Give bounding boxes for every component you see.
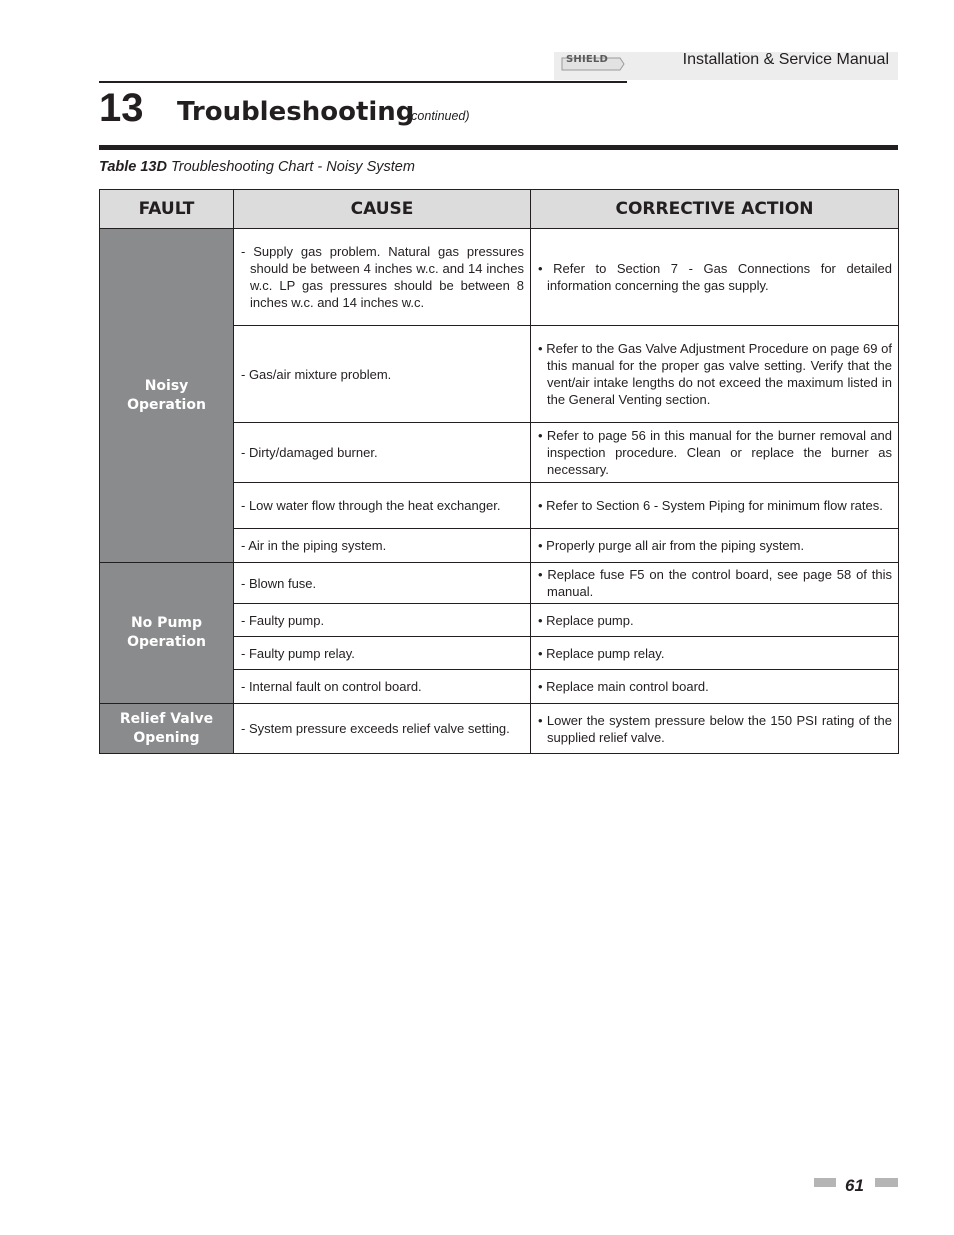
header-fault: FAULT [100,190,234,229]
table-row [100,563,899,604]
fault-name-line: Operation [127,634,206,650]
cause-cell: - Dirty/damaged burner. [234,423,531,483]
cause-cell: - System pressure exceeds relief valve setting. [234,704,531,754]
page-number-bar-left [814,1178,836,1187]
action-cell: • Replace pump relay. [531,637,899,670]
action-cell: • Replace fuse F5 on the control board, see page 58 of this manual. [531,563,899,604]
fault-cell [100,704,234,754]
fault-name-line: Noisy [144,377,189,394]
action-cell: • Lower the system pressure below the 150 PSI rating of the supplied relief valve. [531,704,899,754]
table-caption [99,159,415,175]
section-rule [99,145,898,150]
section-number: 13 [99,86,144,130]
header-action: CORRECTIVE ACTION [531,190,899,229]
page-number-bar-right [875,1178,898,1187]
cause-cell: - Supply gas problem. Natural gas pressures should be between 4 inches w.c. and 14 inches w.c. LP gas pressures should be between 8 inches w.c. and 14 inches w.c. [234,229,531,326]
table-row [100,704,899,754]
action-cell: • Refer to Section 7 - Gas Connections for detailed information concerning the gas supply. [531,229,899,326]
header-rule [99,81,627,83]
fault-name-line: No Pump [130,615,203,631]
cause-cell: - Blown fuse. [234,563,531,604]
cause-cell: - Low water flow through the heat exchanger. [234,483,531,529]
section-title: Troubleshooting [177,97,415,127]
page-number: 61 [845,1176,864,1195]
cause-cell: - Air in the piping system. [234,529,531,563]
table-row [100,229,899,326]
action-cell: • Replace main control board. [531,670,899,704]
action-cell: • Refer to Section 6 - System Piping for minimum flow rates. [531,483,899,529]
section-continued: (continued) [407,109,470,123]
fault-name-line: Relief Valve [119,710,214,727]
cause-cell: - Faulty pump relay. [234,637,531,670]
fault-cell [100,563,234,704]
fault-name-line: Opening [133,729,200,746]
table-title: Troubleshooting Chart - Noisy System [171,159,415,175]
cause-cell: - Internal fault on control board. [234,670,531,704]
action-cell: • Refer to the Gas Valve Adjustment Procedure on page 69 of this manual for the proper gas valve setting. Verify that the vent/air intake lengths do not exceed the maximum listed in the General Venting section. [531,326,899,423]
troubleshooting-table [99,189,899,754]
cause-cell: - Gas/air mixture problem. [234,326,531,423]
manual-title: Installation & Service Manual [682,51,889,68]
logo-text: SHIELD [566,54,608,65]
action-cell: • Properly purge all air from the piping system. [531,529,899,563]
fault-cell [100,229,234,563]
table-id: Table 13D [99,159,167,175]
action-cell: • Refer to page 56 in this manual for the burner removal and inspection procedure. Clean or replace the burner as necessary. [531,423,899,483]
header-cause: CAUSE [234,190,531,229]
table-header-row [100,190,899,229]
fault-name-line: Operation [127,396,206,413]
cause-cell: - Faulty pump. [234,604,531,637]
action-cell: • Replace pump. [531,604,899,637]
